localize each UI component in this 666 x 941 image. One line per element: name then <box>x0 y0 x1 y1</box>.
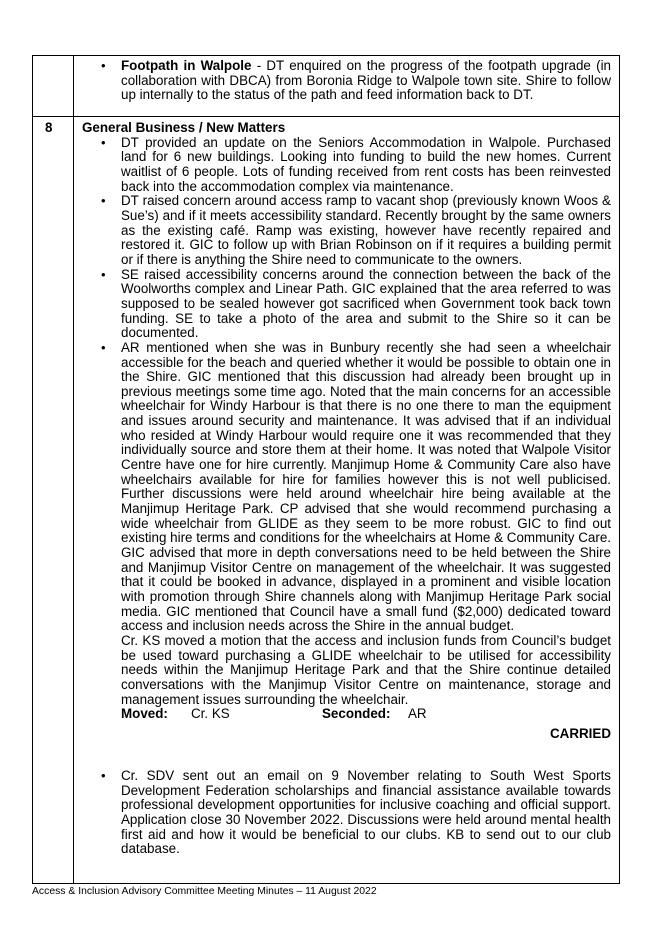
bullet-list <box>74 59 619 103</box>
list-item: • AR mentioned when she was in Bunbury recently she had seen a wheelchair accessible for the beach and queried whether it would be possible to obtain one in the Shire. GIC mentioned that this discussion had already been brought up in previous meetings some time ago. Noted that the main concerns for an accessible wheelchair for Windy Harbour is that there is no one there to man the equipment and issues around security and maintenance. It was advised that if an individual who resided at Windy Harbour would require one it was recommended that they individually source and store them at their home. It was noted that Walpole Visitor Centre have one for hire currently. Manjimup Home & Community Care also have wheelchairs available for hire for families however this is not well publicised. Further discussions were held around wheelchair hire being available at the Manjimup Heritage Park. CP advised that she would recommend purchasing a wide wheelchair from GLIDE as they seem to be more robust. GIC to find out existing hire terms and conditions for the wheelchairs at Home & Community Care. GIC advised that more in depth conversations need to be held between the Shire and Manjimup Visitor Centre on management of the wheelchair. It was suggested that it could be booked in advance, displayed in a prominent and visible location with promotion through Shire channels along with Manjimup Heritage Park social media. GIC mentioned that Council have a small fund ($2,000) dedicated toward access and inclusion needs across the Shire in the annual budget. <box>101 339 611 634</box>
motion-movers <box>74 707 619 722</box>
item-number-cell <box>33 56 74 117</box>
item-text: - DT enquired on the progress of the footpath upgrade (in collaboration with DBCA) from Boronia Ridge to Walpole town site. Shire to follow up internally to the status of the path and feed information back to DT. <box>121 58 611 103</box>
item-title: Footpath in Walpole <box>121 58 252 73</box>
bullet-icon: • <box>101 134 106 150</box>
list-item: • DT raised concern around access ramp to vacant shop (previously known Woos & Sue’s) and if it meets accessibility standard. Recently brought by the same owners as the existing café. Ramp was existing, however have recently repaired and restored it. GIC to follow up with Brian Robinson on if it requires a building permit or if there is anything the Shire need to communicate to the owners. <box>101 193 611 267</box>
minutes-table <box>32 55 620 884</box>
bullet-list <box>74 136 619 634</box>
table-row <box>33 117 620 884</box>
bullet-icon: • <box>101 266 106 282</box>
moved-by: Cr. KS <box>191 706 230 722</box>
section-heading: General Business / New Matters <box>82 120 286 135</box>
list-item: • Cr. SDV sent out an email on 9 November relating to South West Sports Development Federation scholarships and financial assistance available towards professional development opportunities for inclusive coaching and official support. Application close 30 November 2022. Discussions were held around mental health first aid and how it would be beneficial to our clubs. KB to send out to our club database. <box>101 767 611 857</box>
item-body-cell <box>74 117 620 884</box>
motion-text: Cr. KS moved a motion that the access and inclusion funds from Council’s budget be used toward purchasing a GLIDE wheelchair to be utilised for accessibility needs within the Manjimup Heritage Park and that the Shire continue detailed conversations with the Manjimup Visitor Centre on maintenance, storage and management issues surrounding the wheelchair. <box>121 632 611 707</box>
list-item: • DT provided an update on the Seniors Accommodation in Walpole. Purchased land for 6 new buildings. Looking into funding to build the new homes. Current waitlist of 6 people. Lots of funding received from rent costs has been reinvested back into the accommodation complex via maintenance. <box>101 134 611 194</box>
list-item: • SE raised accessibility concerns around the connection between the back of the Woolworths complex and Linear Path. GIC explained that the area referred to was supposed to be sealed however got sacrificed when Government took back town funding. SE to take a photo of the area and submit to the Shire so it can be documented. <box>101 266 611 341</box>
moved-label: Moved: <box>121 706 168 722</box>
page-footer: Access & Inclusion Advisory Committee Meeting Minutes – 11 August 2022 <box>32 886 377 897</box>
table-row <box>33 56 620 117</box>
seconded-by: AR <box>408 706 427 722</box>
bullet-list <box>74 769 619 857</box>
item-body-cell <box>74 56 620 117</box>
item-number-cell <box>33 117 74 884</box>
carried-status: CARRIED <box>549 725 611 741</box>
list-item <box>74 59 619 103</box>
bullet-icon: • <box>101 339 106 355</box>
item-number: 8 <box>45 120 53 135</box>
bullet-icon: • <box>101 193 106 209</box>
spacer <box>74 745 619 769</box>
bullet-icon: • <box>101 58 106 73</box>
bullet-icon: • <box>101 767 106 783</box>
seconded-label: Seconded: <box>322 706 391 722</box>
